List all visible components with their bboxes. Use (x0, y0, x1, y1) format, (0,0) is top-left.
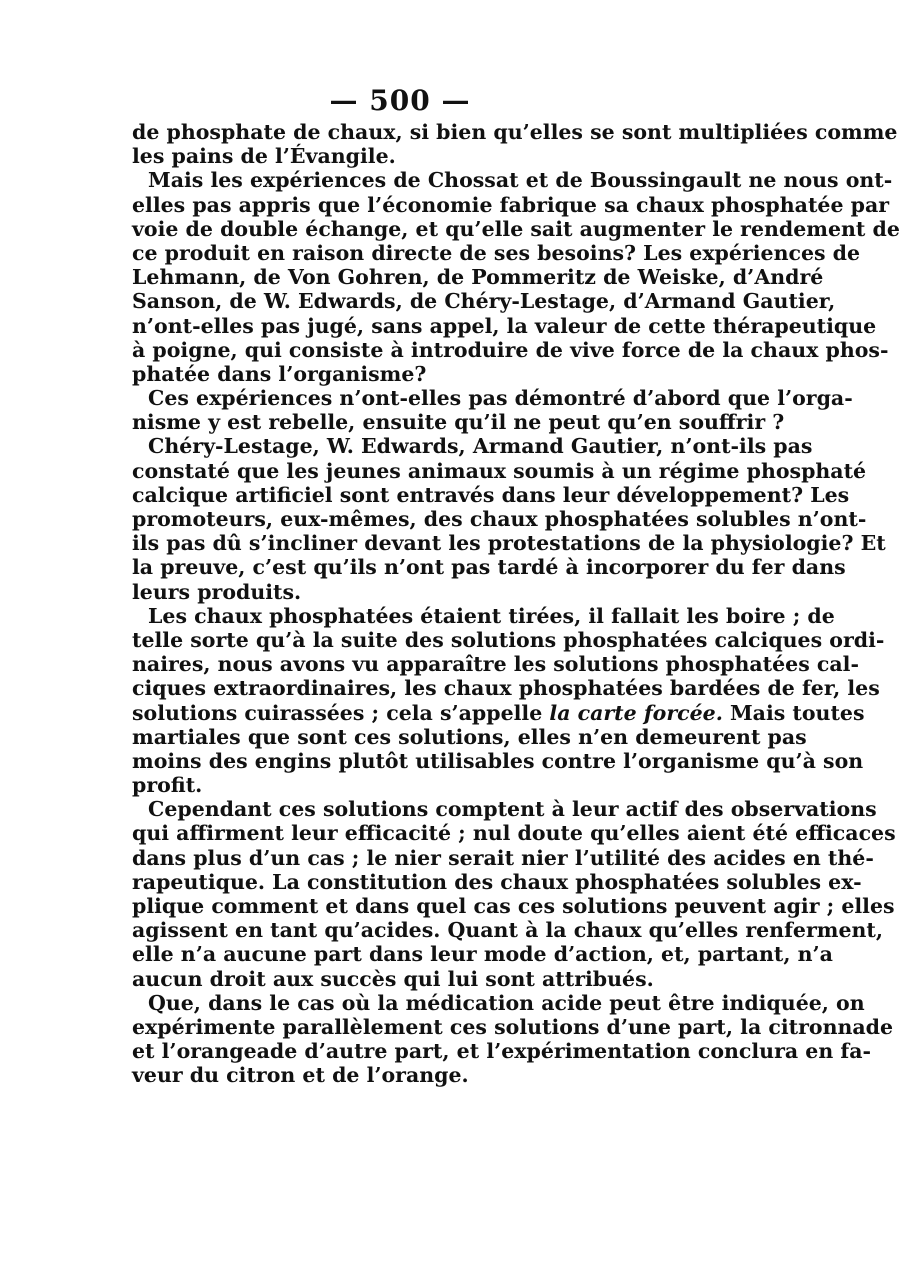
text-line: la preuve, c’est qu’ils n’ont pas tardé à incorporer du fer dans (132, 555, 846, 580)
text-line: constaté que les jeunes animaux soumis à un régime phosphaté (132, 458, 867, 483)
text-line: Chéry-Lestage, W. Edwards, Armand Gautier, n’ont-ils pas (148, 434, 813, 459)
text-line: ce produit en raison directe de ses besoins? Les expériences de (132, 240, 861, 265)
text-line: nisme y est rebelle, ensuite qu’il ne peut qu’en souffrir ? (132, 410, 785, 435)
text-line: Sanson, de W. Edwards, de Chéry-Lestage, d’Armand Gautier, (132, 289, 836, 314)
text-line: et l’orangeade d’autre part, et l’expérimentation conclura en fa- (132, 1039, 871, 1064)
text-line: rapeutique. La constitution des chaux phosphatées solubles ex- (132, 869, 862, 894)
text-line-with-italic (132, 700, 865, 725)
text-line: naires, nous avons vu apparaître les solutions phosphatées cal- (132, 652, 859, 677)
text-line: Cependant ces solutions comptent à leur actif des observations (148, 797, 877, 822)
text-line: Ces expériences n’ont-elles pas démontré d’abord que l’orga- (148, 386, 853, 411)
text-line: voie de double échange, et qu’elle sait augmenter le rendement de (132, 216, 900, 241)
paragraph (132, 990, 894, 1088)
paragraph (132, 434, 886, 604)
text-run: solutions cuirassées ; cela s’appelle (132, 700, 543, 725)
text-line: Que, dans le cas où la médication acide peut être indiquée, on (148, 990, 865, 1015)
text-line: profit. (132, 773, 203, 798)
text-line: ciques extraordinaires, les chaux phosphatées bardées de fer, les (132, 676, 880, 701)
text-line: ils pas dû s’incliner devant les protestations de la physiologie? Et (132, 531, 886, 556)
text-line: elle n’a aucune part dans leur mode d’action, et, partant, n’a (132, 942, 833, 967)
body-text (132, 120, 900, 1088)
paragraph (132, 386, 853, 435)
paragraph (132, 120, 898, 169)
text-line: aucun droit aux succès qui lui sont attribués. (132, 966, 654, 991)
text-line: elles pas appris que l’économie fabrique sa chaux phosphatée par (132, 192, 890, 217)
text-line: martiales que sont ces solutions, elles n’en demeurent pas (132, 724, 807, 749)
text-line: Lehmann, de Von Gohren, de Pommeritz de Weiske, d’André (132, 265, 824, 290)
text-line: plique comment et dans quel cas ces solutions peuvent agir ; elles (132, 894, 895, 918)
text-line: Mais les expériences de Chossat et de Boussingault ne nous ont- (148, 168, 893, 193)
text-line: moins des engins plutôt utilisables contre l’organisme qu’à son (132, 748, 864, 773)
text-run: Mais toutes (729, 700, 865, 725)
page-number: — 500 — (329, 84, 471, 117)
text-line: promoteurs, eux-mêmes, des chaux phosphatées solubles n’ont- (132, 507, 867, 531)
text-line: calcique artificiel sont entravés dans leur développement? Les (132, 482, 850, 507)
text-line: telle sorte qu’à la suite des solutions phosphatées calciques ordi- (132, 627, 885, 652)
text-line: qui affirment leur efficacité ; nul doute qu’elles aient été efficaces (132, 821, 896, 846)
italic-phrase: la carte forcée. (549, 700, 723, 725)
text-line: Les chaux phosphatées étaient tirées, il fallait les boire ; de (148, 603, 835, 628)
text-line: veur du citron et de l’orange. (132, 1063, 469, 1088)
paragraph (132, 603, 885, 798)
text-line: n’ont-elles pas jugé, sans appel, la valeur de cette thérapeutique (132, 313, 877, 338)
text-line: dans plus d’un cas ; le nier serait nier l’utilité des acides en thé- (132, 845, 874, 870)
text-line: de phosphate de chaux, si bien qu’elles se sont multipliées comme (132, 120, 898, 144)
text-line: phatée dans l’organisme? (132, 361, 427, 386)
paragraph (132, 168, 900, 386)
text-line: agissent en tant qu’acides. Quant à la chaux qu’elles renferment, (132, 918, 883, 943)
text-line: leurs produits. (132, 579, 302, 604)
text-line: à poigne, qui consiste à introduire de vive force de la chaux phos- (132, 337, 889, 362)
text-line: les pains de l’Évangile. (132, 144, 396, 169)
text-line: expérimente parallèlement ces solutions d’une part, la citronnade (132, 1014, 894, 1039)
paragraph (132, 797, 896, 991)
